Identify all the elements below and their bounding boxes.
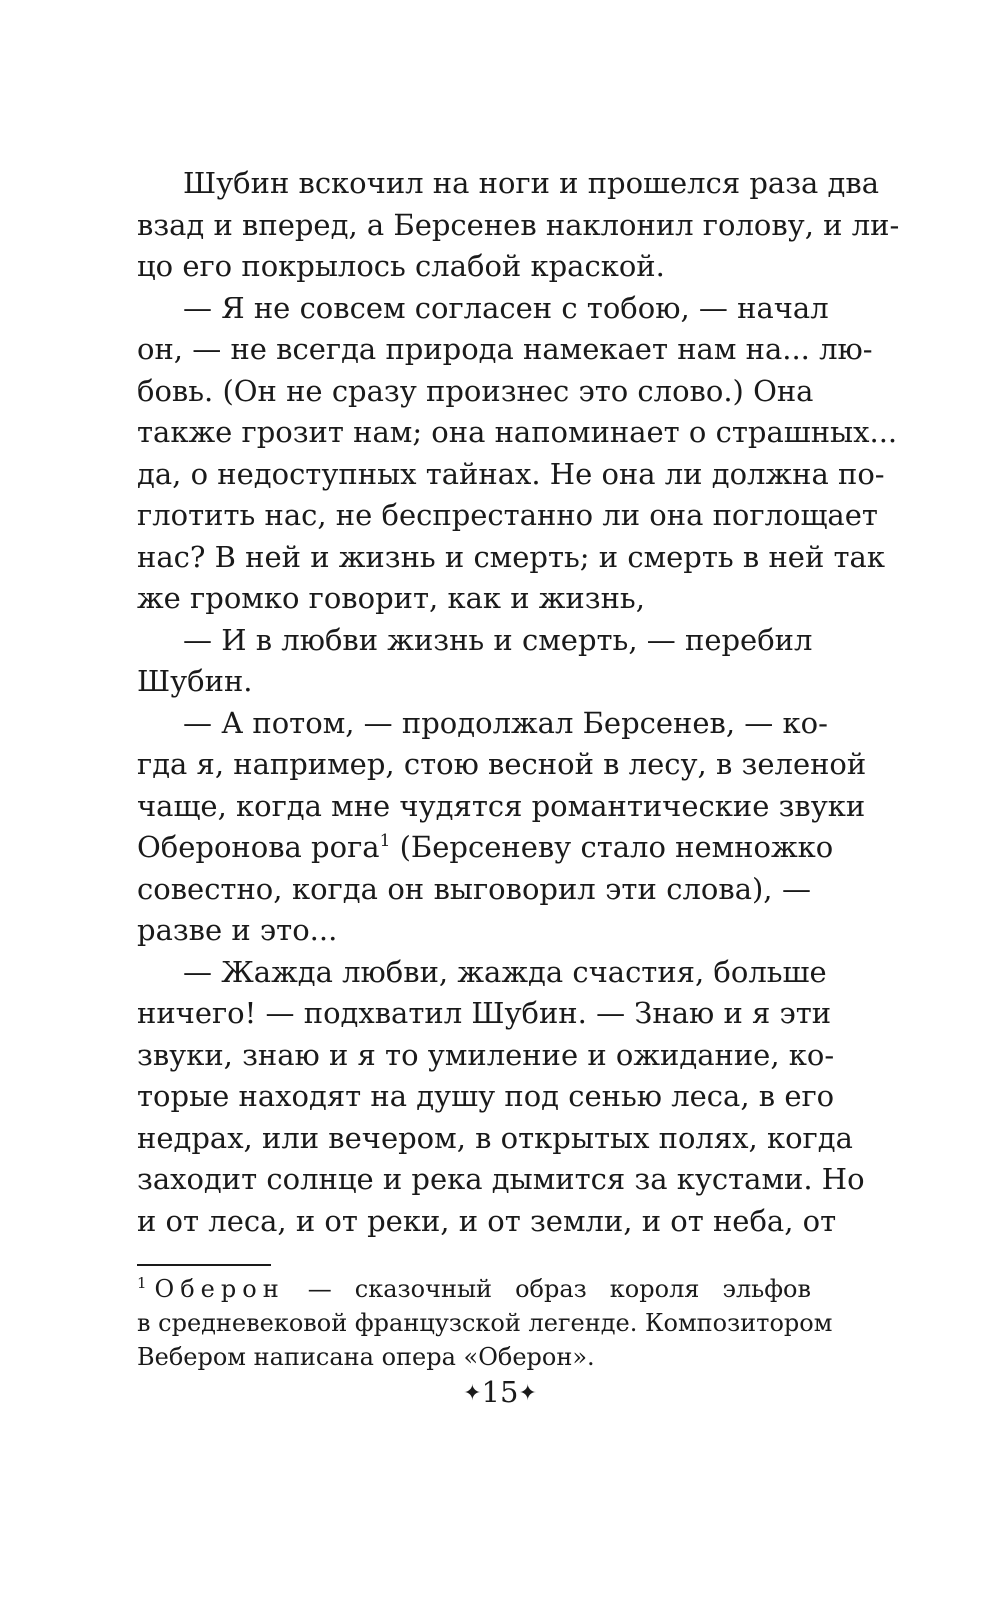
text-fragment: — сказочный образ короля эльфов <box>307 1275 811 1303</box>
text-line: звуки, знаю и я то умиление и ожидание, ко- <box>137 1037 835 1072</box>
text-line: бовь. (Он не сразу произнес это слово.) Она <box>137 373 814 408</box>
text-line: заходит солнце и река дымится за кустами. Но <box>137 1162 865 1196</box>
text-line: цо его покрылось слабой краской. <box>137 249 665 283</box>
text-line: ничего! — подхватил Шубин. — Знаю и я эти <box>137 996 832 1030</box>
footnote <box>137 1272 833 1374</box>
text-line: гда я, например, стою весной в лесу, в зеленой <box>137 747 867 781</box>
text-line: совестно, когда он выговорил эти слова), — <box>137 871 811 906</box>
text-line: разве и это... <box>137 913 338 947</box>
text-line: Шубин вскочил на ноги и прошелся раза два <box>183 166 879 200</box>
text-fragment <box>137 830 390 864</box>
star-ornament-icon: ✦ <box>518 1381 537 1406</box>
footnote-line: Вебером написана опера «Оберон». <box>137 1343 595 1371</box>
text-line: взад и вперед, а Берсенев наклонил голову, и ли- <box>137 207 900 242</box>
text-line: Шубин. <box>137 664 253 698</box>
text-line: и от леса, и от реки, и от земли, и от неба, от <box>137 1203 837 1238</box>
footnote-number: 1 <box>137 1274 147 1292</box>
footnote-reference[interactable]: 1 <box>379 831 391 851</box>
page-number-value: 15 <box>481 1375 519 1409</box>
footnote-term: Оберон <box>154 1275 285 1303</box>
footnote-line: в средневековой французской легенде. Композитором <box>137 1309 833 1337</box>
text-line: он, — не всегда природа намекает нам на... лю- <box>137 332 873 366</box>
text-line: — Я не совсем согласен с тобою, — начал <box>183 290 829 325</box>
text-line: торые находят на душу под сенью леса, в его <box>137 1079 835 1113</box>
main-text <box>137 163 900 1242</box>
text-line: — Жажда любви, жажда счастия, больше <box>183 954 827 989</box>
text-line: да, о недоступных тайнах. Не она ли должна по- <box>137 456 885 491</box>
text-line: нас? В ней и жизнь и смерть; и смерть в ней так <box>137 539 885 574</box>
text-line: — А потом, — продолжал Берсенев, — ко- <box>183 705 828 740</box>
footnote-line <box>137 1272 811 1306</box>
text-line: чаще, когда мне чудятся романтические звуки <box>137 788 866 823</box>
text-line <box>137 827 834 869</box>
text-line: же громко говорит, как и жизнь, <box>137 581 645 615</box>
footnote-divider <box>137 1264 271 1266</box>
page-number <box>0 1374 1000 1412</box>
text-fragment <box>137 1275 285 1303</box>
footnote-anchor-text: Оберонова рога <box>137 830 380 864</box>
text-line: — И в любви жизнь и смерть, — перебил <box>183 622 813 657</box>
text-line: также грозит нам; она напоминает о страшных... <box>137 415 898 449</box>
text-line: глотить нас, не беспрестанно ли она поглощает <box>137 498 878 532</box>
text-line: недрах, или вечером, в открытых полях, когда <box>137 1120 853 1155</box>
text-fragment: (Берсеневу стало немножко <box>399 830 834 864</box>
star-ornament-icon: ✦ <box>463 1381 482 1406</box>
